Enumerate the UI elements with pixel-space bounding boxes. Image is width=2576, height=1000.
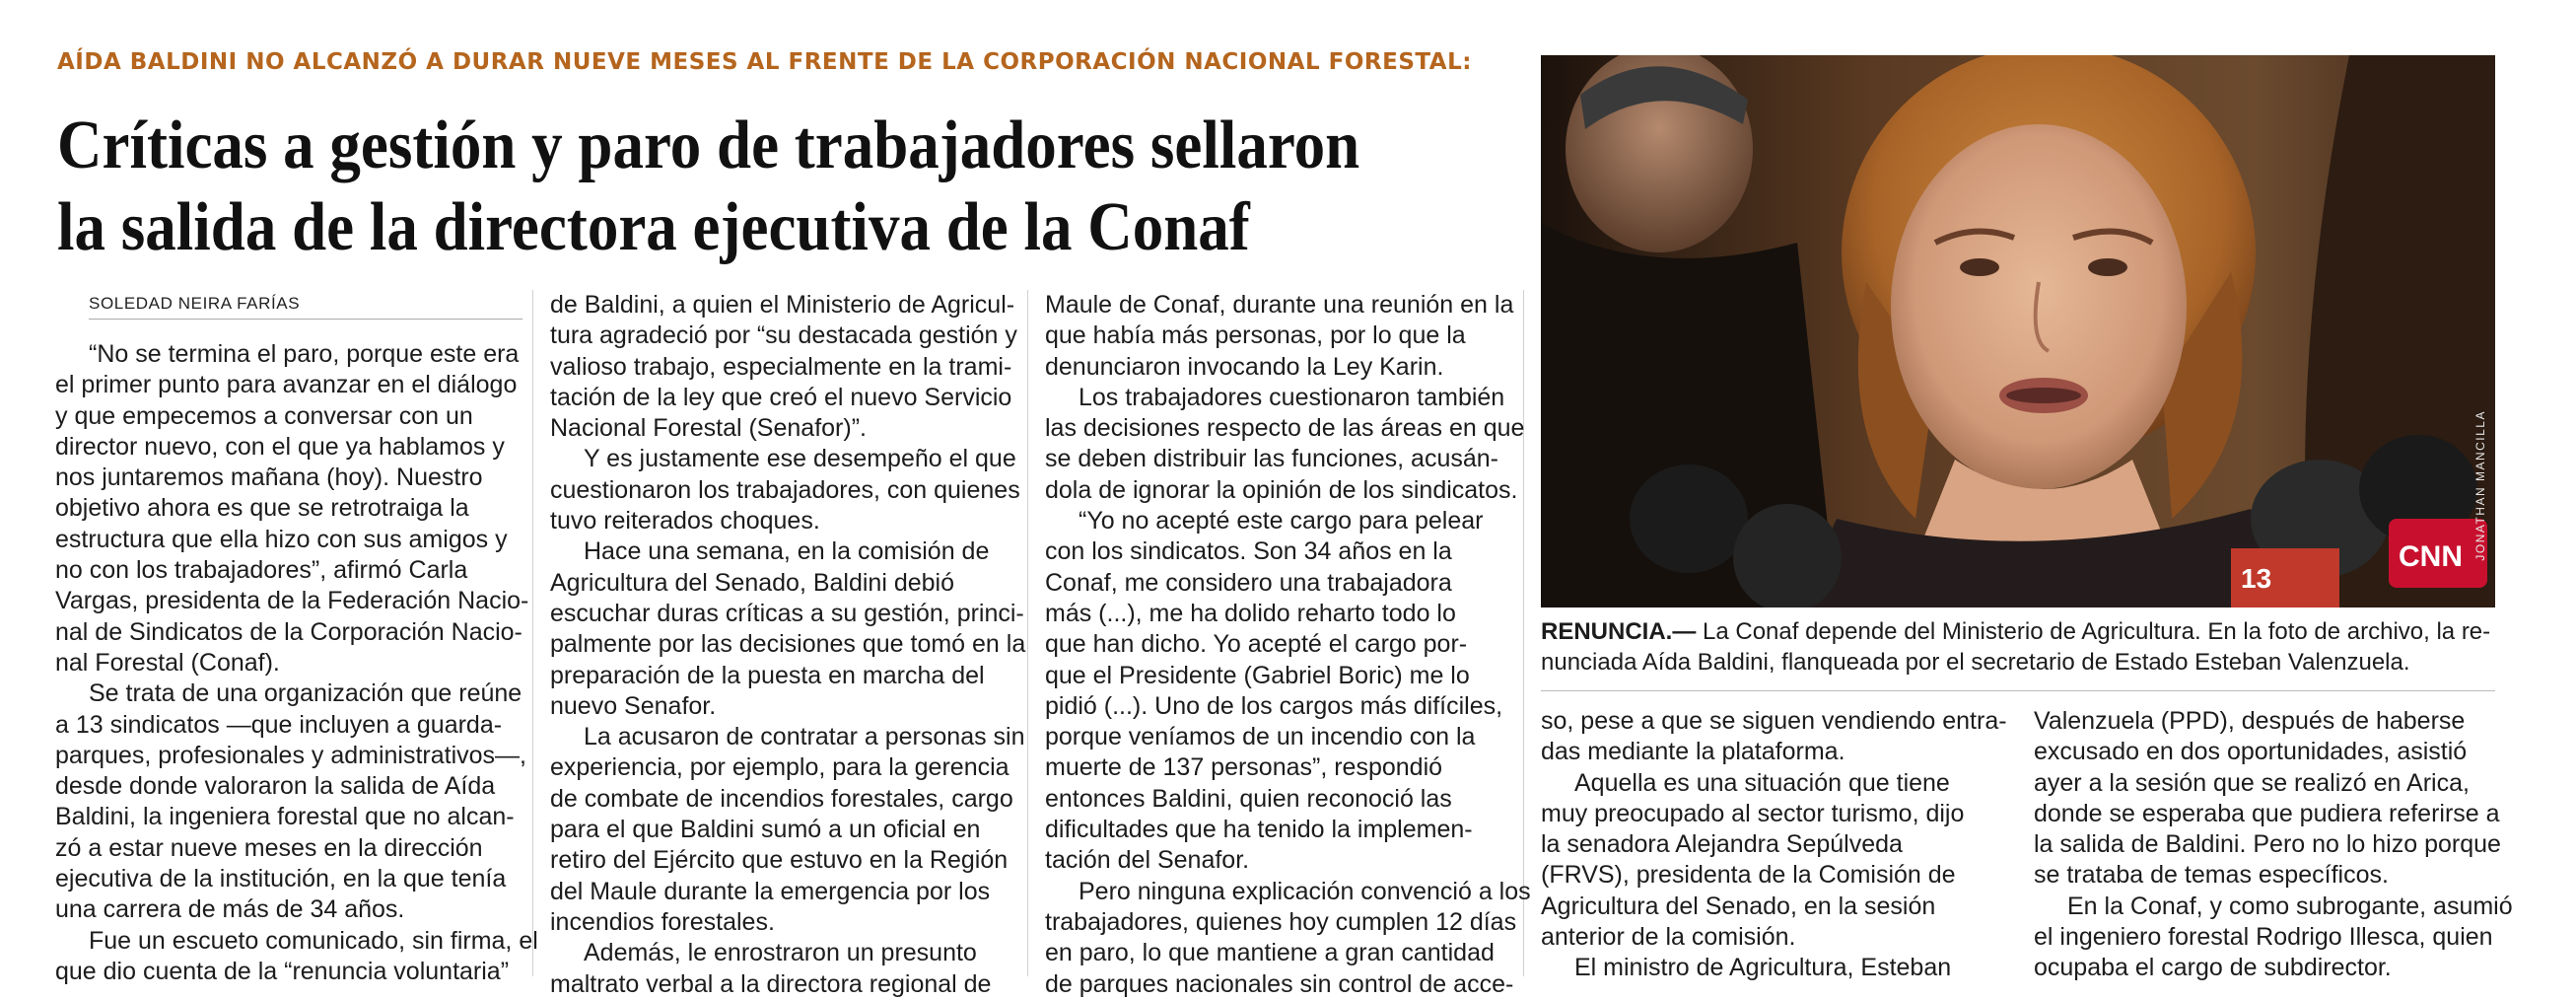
text-line: tación de la ley que creó el nuevo Servicio bbox=[550, 383, 1012, 411]
text-line: parques, profesionales y administrativos—, bbox=[55, 741, 527, 769]
text-line: trabajadores, quienes hoy cumplen 12 días bbox=[1045, 907, 1517, 936]
text-line: Fue un escueto comunicado, sin firma, el bbox=[89, 926, 538, 955]
text-line: Aquella es una situación que tiene bbox=[1574, 768, 1950, 797]
text-line: Hace una semana, en la comisión de bbox=[584, 537, 990, 566]
caption-lead: RENUNCIA.— bbox=[1541, 618, 1697, 645]
headline bbox=[57, 105, 1361, 268]
text-line: objetivo ahora es que se retrotraiga la bbox=[55, 494, 469, 523]
text-line: el ingeniero forestal Rodrigo Illesca, quien bbox=[2034, 923, 2493, 952]
text-line: cuestionaron los trabajadores, con quienes bbox=[550, 475, 1020, 504]
text-line: del Maule durante la emergencia por los bbox=[550, 877, 991, 905]
text-line: denunciaron invocando la Ley Karin. bbox=[1045, 352, 1444, 381]
text-line: Y es justamente ese desempeño el que bbox=[584, 445, 1016, 473]
text-line: dificultades que ha tenido la implemen- bbox=[1045, 816, 1473, 844]
article-column-2 bbox=[550, 290, 1025, 1000]
headline-line-1: Críticas a gestión y paro de trabajadores sellaron bbox=[57, 107, 1360, 183]
caption-text: La Conaf depende del Ministerio de Agricultura. En la foto de archivo, la re- bbox=[1696, 618, 2491, 645]
text-line: Pero ninguna explicación convenció a los bbox=[1079, 877, 1531, 905]
text-line: dola de ignorar la opinión de los sindicatos. bbox=[1045, 475, 1518, 504]
text-line: Agricultura del Senado, Baldini debió bbox=[550, 568, 954, 597]
text-line: tuvo reiterados choques. bbox=[550, 507, 820, 536]
text-line: preparación de la puesta en marcha del bbox=[550, 661, 985, 689]
text-line: nos juntaremos mañana (hoy). Nuestro bbox=[55, 464, 483, 492]
text-line: en paro, lo que mantiene a gran cantidad bbox=[1045, 939, 1495, 967]
text-line: estructura que ella hizo con sus amigos y bbox=[55, 525, 508, 553]
text-line: muy preocupado al sector turismo, dijo bbox=[1541, 799, 1965, 827]
mic-label-13: 13 bbox=[2241, 563, 2272, 594]
text-line: de Baldini, a quien el Ministerio de Agricul- bbox=[550, 291, 1015, 319]
text-line: Nacional Forestal (Senafor)”. bbox=[550, 414, 867, 443]
text-line: Se trata de una organización que reúne bbox=[89, 679, 522, 708]
text-line: de parques nacionales sin control de acce- bbox=[1045, 969, 1514, 998]
text-line: para el que Baldini sumó a un oficial en bbox=[550, 816, 981, 844]
article-column-5 bbox=[2034, 706, 2513, 984]
kicker: AÍDA BALDINI NO ALCANZÓ A DURAR NUEVE MESES AL FRENTE DE LA CORPORACIÓN NACIONAL FORESTAL: bbox=[57, 49, 1472, 75]
text-line: que el Presidente (Gabriel Boric) me lo bbox=[1045, 661, 1470, 689]
text-line: experiencia, por ejemplo, para la gerencia bbox=[550, 753, 1010, 782]
text-line: muerte de 137 personas”, respondió bbox=[1045, 753, 1443, 782]
caption-rule bbox=[1541, 690, 2495, 691]
text-line: tura agradeció por “su destacada gestión y bbox=[550, 321, 1017, 350]
text-line: la salida de Baldini. Pero no lo hizo porque bbox=[2034, 830, 2501, 859]
text-line: la senadora Alejandra Sepúlveda bbox=[1541, 830, 1903, 859]
text-line: porque veníamos de un incendio con la bbox=[1045, 723, 1476, 751]
text-line: maltrato verbal a la directora regional de bbox=[550, 969, 992, 998]
text-line: Baldini, la ingeniera forestal que no alcan- bbox=[55, 803, 515, 831]
text-line: so, pese a que se siguen vendiendo entra- bbox=[1541, 707, 2007, 735]
column-divider bbox=[1027, 290, 1028, 976]
text-line: se trataba de temas específicos. bbox=[2034, 861, 2389, 890]
text-line: Vargas, presidenta de la Federación Nacio- bbox=[55, 587, 529, 615]
text-line: pidió (...). Uno de los cargos más difíciles, bbox=[1045, 691, 1503, 720]
text-line: donde se esperaba que pudiera referirse a bbox=[2034, 799, 2500, 827]
text-line: Los trabajadores cuestionaron también bbox=[1079, 383, 1505, 411]
text-line: anterior de la comisión. bbox=[1541, 923, 1796, 952]
article-column-1 bbox=[55, 339, 538, 987]
text-line: Además, le enrostraron un presunto bbox=[584, 939, 977, 967]
text-line: El ministro de Agricultura, Esteban bbox=[1574, 954, 1952, 982]
text-line: (FRVS), presidenta de la Comisión de bbox=[1541, 861, 1956, 890]
text-line: Maule de Conaf, durante una reunión en la bbox=[1045, 291, 1514, 319]
text-line: entonces Baldini, quien reconoció las bbox=[1045, 784, 1452, 813]
text-line: palmente por las decisiones que tomó en la bbox=[550, 630, 1026, 659]
text-line: ayer a la sesión que se realizó en Arica, bbox=[2034, 768, 2470, 797]
text-line: “No se termina el paro, porque este era bbox=[89, 340, 520, 368]
text-line: tación del Senafor. bbox=[1045, 846, 1250, 875]
text-line: incendios forestales. bbox=[550, 907, 775, 936]
mic-label-cnn: CNN bbox=[2399, 540, 2463, 573]
text-line: a 13 sindicatos —que incluyen a guarda- bbox=[55, 710, 503, 739]
photo-credit: JONATHAN MANCILLA bbox=[2473, 410, 2487, 561]
text-line: nal de Sindicatos de la Corporación Nacio- bbox=[55, 617, 522, 646]
text-line: el primer punto para avanzar en el diálogo bbox=[55, 371, 518, 399]
text-line: que han dicho. Yo acepté el cargo por- bbox=[1045, 630, 1468, 659]
text-line: más (...), me ha dolido reharto todo lo bbox=[1045, 599, 1456, 627]
text-line: “Yo no acepté este cargo para pelear bbox=[1079, 507, 1484, 536]
text-line: nal Forestal (Conaf). bbox=[55, 648, 280, 677]
text-line: no con los trabajadores”, afirmó Carla bbox=[55, 556, 468, 585]
text-line: nuevo Senafor. bbox=[550, 691, 717, 720]
photo-caption bbox=[1541, 616, 2497, 678]
article-column-3 bbox=[1045, 290, 1531, 1000]
text-line: retiro del Ejército que estuvo en la Región bbox=[550, 846, 1009, 875]
byline: SOLEDAD NEIRA FARÍAS bbox=[89, 294, 301, 313]
text-line: desde donde valoraron la salida de Aída bbox=[55, 772, 496, 801]
text-line: zó a estar nueve meses en la dirección bbox=[55, 833, 483, 862]
text-line: se deben distribuir las funciones, acusán- bbox=[1045, 445, 1498, 473]
text-line: Agricultura del Senado, en la sesión bbox=[1541, 892, 1936, 920]
text-line: En la Conaf, y como subrogante, asumió bbox=[2067, 892, 2513, 920]
byline-rule bbox=[89, 319, 522, 320]
article-column-4 bbox=[1541, 706, 2007, 984]
text-line: Valenzuela (PPD), después de haberse bbox=[2034, 707, 2466, 735]
text-line: una carrera de más de 34 años. bbox=[55, 895, 405, 924]
text-line: que había más personas, por lo que la bbox=[1045, 321, 1466, 350]
text-line: director nuevo, con el que ya hablamos y bbox=[55, 432, 505, 461]
text-line: de combate de incendios forestales, cargo bbox=[550, 784, 1013, 813]
text-line: excusado en dos oportunidades, asistió bbox=[2034, 738, 2468, 766]
text-line: Conaf, me considero una trabajadora bbox=[1045, 568, 1452, 597]
text-line: La acusaron de contratar a personas sin bbox=[584, 723, 1025, 751]
text-line: y que empecemos a conversar con un bbox=[55, 401, 473, 430]
text-line: que dio cuenta de la “renuncia voluntaria” bbox=[55, 957, 510, 985]
text-line: escuchar duras críticas a su gestión, princi- bbox=[550, 599, 1024, 627]
text-line: con los sindicatos. Son 34 años en la bbox=[1045, 537, 1452, 566]
text-line: valioso trabajo, especialmente en la trami- bbox=[550, 352, 1012, 381]
text-line: ocupaba el cargo de subdirector. bbox=[2034, 954, 2392, 982]
caption-text-2: nunciada Aída Baldini, flanqueada por el secretario de Estado Esteban Valenzuela. bbox=[1541, 649, 2410, 676]
text-line: las decisiones respecto de las áreas en que bbox=[1045, 414, 1525, 443]
news-photo bbox=[1541, 55, 2495, 607]
text-line: ejecutiva de la institución, en la que tenía bbox=[55, 865, 507, 893]
headline-line-2: la salida de la directora ejecutiva de la Conaf bbox=[57, 189, 1250, 265]
text-line: das mediante la plataforma. bbox=[1541, 738, 1845, 766]
